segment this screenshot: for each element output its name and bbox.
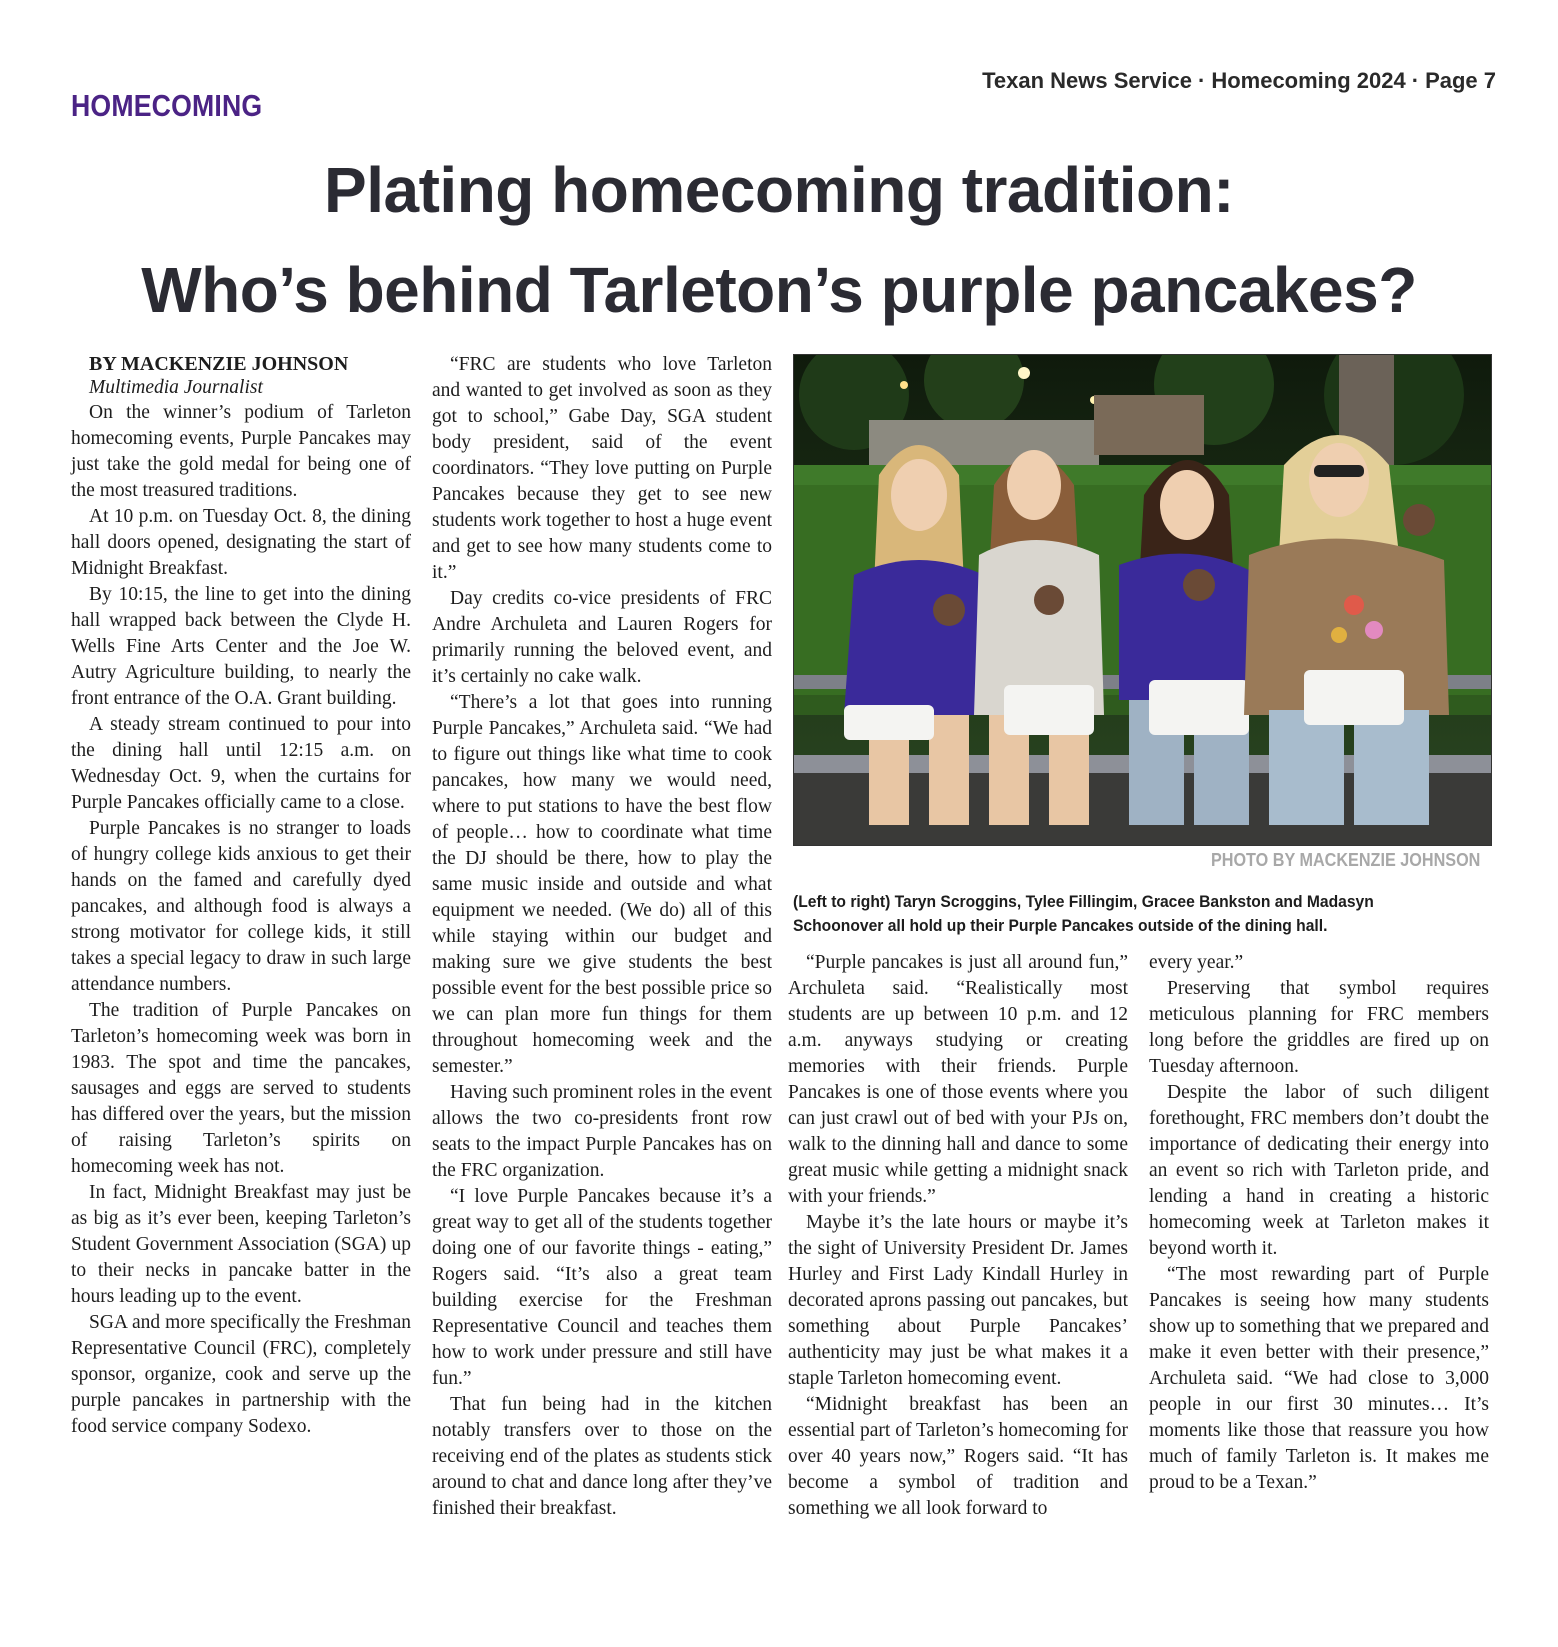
- running-head: [982, 68, 1496, 94]
- paragraph: “There’s a lot that goes into running Purple Pancakes,” Archuleta said. “We had to figure out things like what time to cook pancakes, how many we would need, where to put stations to have the best flow of people… how to coordinate what time the DJ should be there, how to play the same music inside and outside and what equipment we needed. (We do) all of this while staying within our budget and making sure we give students the best possible event for the best possible price so we can plan more fun things for them throughout homecoming week and the semester.”: [432, 692, 772, 1077]
- paragraph: A steady stream continued to pour into the dining hall until 12:15 a.m. on Wednesday Oct. 9, when the curtains for Purple Pancakes officially came to a close.: [71, 714, 411, 813]
- article-photo: [793, 354, 1492, 846]
- paragraph: The tradition of Purple Pancakes on Tarleton’s homecoming week was born in 1983. The spot and time the pancakes, sausages and eggs are served to students has differed over the years, but the mission of raising Tarleton’s spirits on homecoming week has not.: [71, 1000, 411, 1177]
- article-column-4: [1149, 950, 1489, 1496]
- headline: [0, 140, 1558, 340]
- publication-name: Texan News Service: [982, 68, 1192, 93]
- separator-dot: ·: [1411, 68, 1420, 93]
- issue-name: Homecoming 2024: [1211, 68, 1406, 93]
- separator-dot: ·: [1198, 68, 1206, 93]
- paragraph: Preserving that symbol requires meticulous planning for FRC members long before the griddles are fired up on Tuesday afternoon.: [1149, 978, 1489, 1077]
- photo-credit: PHOTO BY MACKENZIE JOHNSON: [1210, 850, 1480, 870]
- paragraph: Despite the labor of such diligent forethought, FRC members don’t doubt the importance of dedicating their energy into an event so rich with Tarleton pride, and lending a hand in creating a historic homecoming week at Tarleton makes it beyond worth it.: [1149, 1082, 1489, 1259]
- paragraph: “I love Purple Pancakes because it’s a great way to get all of the students together doing one of our favorite things - eating,” Rogers said. “It’s also a great team building exercise for the Freshman Representative Council and teaches them how to work under pressure and still have fun.”: [432, 1186, 772, 1389]
- paragraph: “The most rewarding part of Purple Pancakes is seeing how many students show up to something that we prepared and make it even better with their presence,” Archuleta said. “We had close to 3,000 people in our first 30 minutes… It’s moments like those that reassure you how much of family Tarleton is. It makes me proud to be a Texan.”: [1149, 1264, 1489, 1493]
- headline-line-2: Who’s behind Tarleton’s purple pancakes?: [141, 254, 1417, 326]
- article-column-1: [71, 352, 411, 1440]
- paragraph: “Purple pancakes is just all around fun,” Archuleta said. “Realistically most students are up between 10 p.m. and 12 a.m. anyways studying or creating memories with their friends. Purple Pancakes is one of those events where you can just crawl out of bed with your PJs on, walk to the dinning hall and dance to some great music while getting a midnight snack with your friends.”: [788, 952, 1128, 1207]
- article-column-2: [432, 352, 772, 1522]
- paragraph: That fun being had in the kitchen notably transfers over to those on the receiving end of the plates as students stick around to chat and dance long after they’ve finished their breakfast.: [432, 1394, 772, 1519]
- paragraph: Maybe it’s the late hours or maybe it’s the sight of University President Dr. James Hurley and First Lady Kindall Hurley in decorated aprons passing out pancakes, but something about Purple Pancakes’ authenticity may just be what makes it a staple Tarleton homecoming event.: [788, 1212, 1128, 1389]
- paragraph: SGA and more specifically the Freshman Representative Council (FRC), completely sponsor, organize, cook and serve up the purple pancakes in partnership with the food service company Sodexo.: [71, 1312, 411, 1437]
- paragraph: By 10:15, the line to get into the dining hall wrapped back between the Clyde H. Wells Fine Arts Center and the Joe W. Autry Agriculture building, to nearly the front entrance of the O.A. Grant building.: [71, 584, 411, 709]
- page-number: Page 7: [1425, 68, 1496, 93]
- paragraph: Purple Pancakes is no stranger to loads of hungry college kids anxious to get their hands on the famed and carefully dyed pancakes, and although food is always a strong motivator for college kids, it still takes a special legacy to draw in such large attendance numbers.: [71, 818, 411, 995]
- byline-role: Multimedia Journalist: [89, 377, 263, 398]
- photo-illustration: [794, 355, 1491, 845]
- byline-name: BY MACKENZIE JOHNSON: [89, 353, 349, 375]
- paragraph: In fact, Midnight Breakfast may just be as big as it’s ever been, keeping Tarleton’s Student Government Association (SGA) up to their necks in pancake batter in the hours leading up to the event.: [71, 1182, 411, 1307]
- section-label: HOMECOMING: [71, 88, 263, 123]
- paragraph: Day credits co-vice presidents of FRC Andre Archuleta and Lauren Rogers for primarily running the beloved event, and it’s certainly no cake walk.: [432, 588, 772, 687]
- paragraph: Having such prominent roles in the event allows the two co-presidents front row seats to the impact Purple Pancakes has on the FRC organization.: [432, 1082, 772, 1181]
- paragraph: On the winner’s podium of Tarleton homecoming events, Purple Pancakes may just take the gold medal for being one of the most treasured traditions.: [71, 402, 411, 501]
- paragraph: every year.”: [1149, 952, 1244, 973]
- photo-caption: (Left to right) Taryn Scroggins, Tylee Fillingim, Gracee Bankston and Madasyn Schoonover all hold up their Purple Pancakes outside of the dining hall.: [793, 892, 1374, 935]
- article-column-3: [788, 950, 1128, 1522]
- headline-line-1: Plating homecoming tradition:: [324, 154, 1234, 226]
- paragraph: “FRC are students who love Tarleton and wanted to get involved as soon as they got to school,” Gabe Day, SGA student body president, said of the event coordinators. “They love putting on Purple Pancakes because they get to see new students work together to host a huge event and get to see how many students come to it.”: [432, 354, 772, 583]
- paragraph: “Midnight breakfast has been an essential part of Tarleton’s homecoming for over 40 years now,” Rogers said. “It has become a symbol of tradition and something we all look forward to: [788, 1394, 1128, 1519]
- paragraph: At 10 p.m. on Tuesday Oct. 8, the dining hall doors opened, designating the start of Midnight Breakfast.: [71, 506, 411, 579]
